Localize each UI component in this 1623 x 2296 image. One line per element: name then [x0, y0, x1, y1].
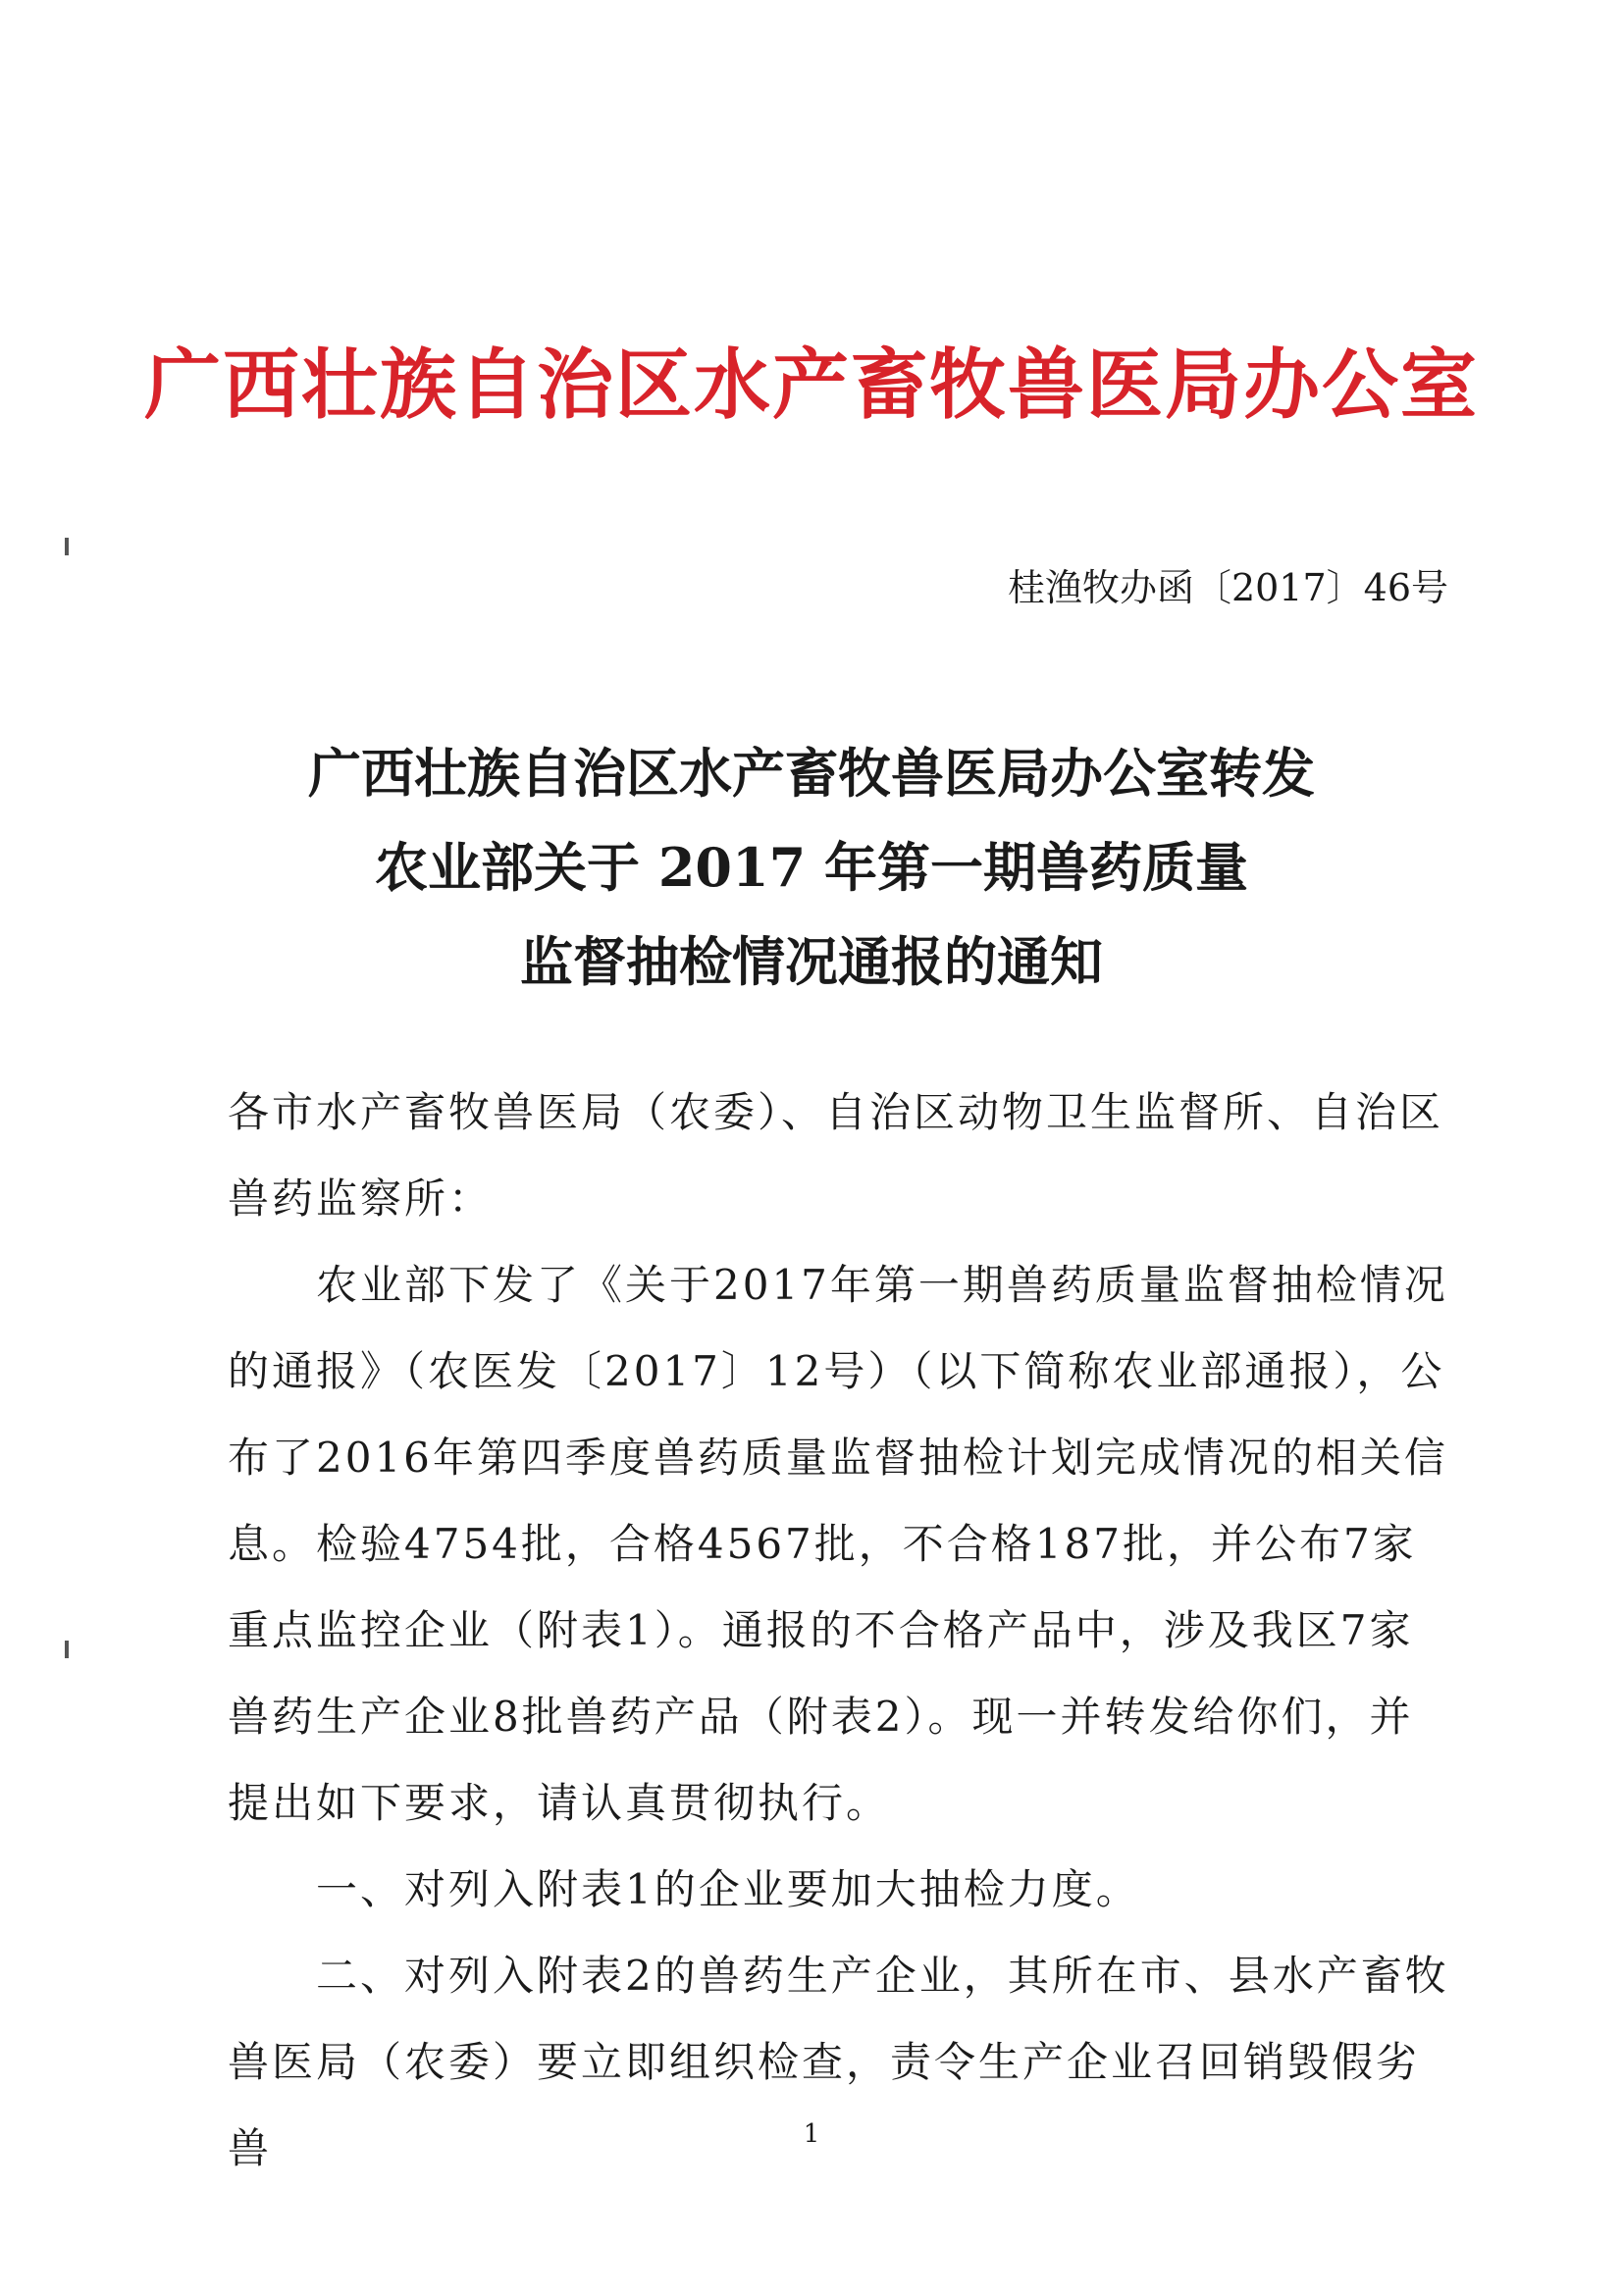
binding-mark-top [65, 538, 69, 555]
body-paragraph: 农业部下发了《关于2017年第一期兽药质量监督抽检情况的通报》（农医发〔2017〕12号）（以下简称农业部通报），公布了2016年第四季度兽药质量监督抽检计划完成情况的相关信息。检验4754批，合格4567批，不合格187批，并公布7家重点监控企业（附表1）。通报的不合格产品中，涉及我区7家兽药生产企业8批兽药产品（附表2）。现一并转发给你们，并提出如下要求，请认真贯彻执行。 [228, 1261, 1448, 1827]
requirement-item-2: 二、对列入附表2的兽药生产企业，其所在市、县水产畜牧兽医局（农委）要立即组织检查，责令生产企业召回销毁假劣兽 [228, 1952, 1449, 2172]
issuer-header: 广西壮族自治区水产畜牧兽医局办公室 [143, 340, 1479, 430]
addressee: 各市水产畜牧兽医局（农委）、自治区动物卫生监督所、自治区兽药监察所： [228, 1088, 1444, 1223]
document-title [0, 726, 1623, 1009]
title-line-3: 监督抽检情况通报的通知 [520, 930, 1103, 993]
requirement-item-1: 一、对列入附表1的企业要加大抽检力度。 [316, 1865, 1140, 1913]
binding-mark-bottom [65, 1641, 69, 1658]
document-body [228, 1070, 1452, 2192]
document-number: 桂渔牧办函〔2017〕46号 [1007, 566, 1448, 609]
title-line-1: 广西壮族自治区水产畜牧兽医局办公室转发 [308, 742, 1315, 805]
title-line-2: 农业部关于 2017 年第一期兽药质量 [375, 836, 1248, 899]
page-number: 1 [803, 2119, 820, 2149]
